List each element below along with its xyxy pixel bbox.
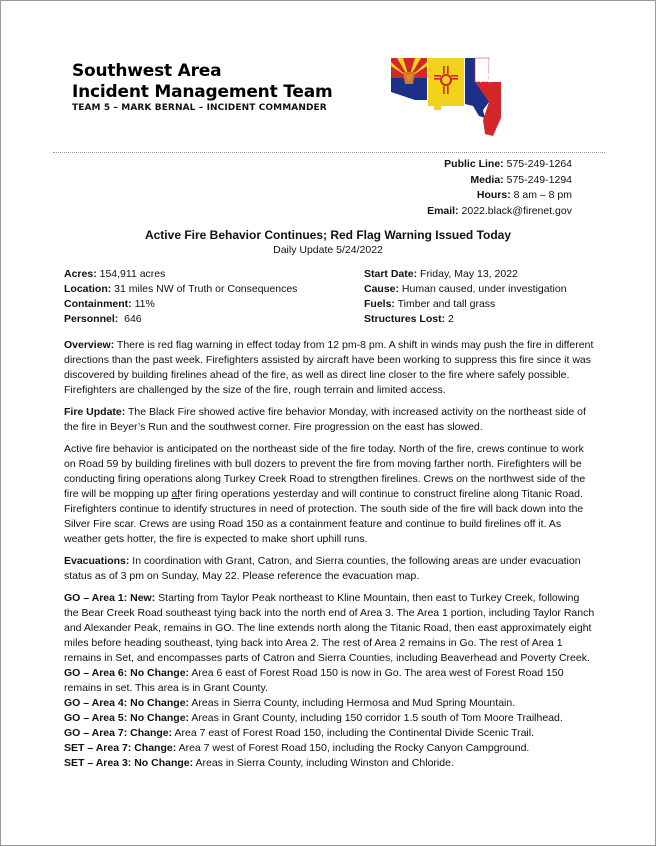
fact-containment — [64, 297, 297, 312]
paragraph-text: There is red flag warning in effect today from 12 pm-8 pm. A shift in winds may push the fire in different directions than the past week. Firefighters assisted by aircraft have been working to suppress this fire since it was discovered by building firelines ahead of the fire, as well as direct line closer to the fire where safely possible. Firefighters are challenged by the size of the fire, rough terrain and limited access. — [64, 339, 594, 396]
contact-email — [427, 204, 572, 220]
fact-personnel — [64, 312, 297, 327]
fact-label: Acres: — [64, 268, 97, 280]
org-name-line1: Southwest Area — [72, 61, 222, 81]
area-item — [64, 591, 596, 666]
underlined-text: af — [171, 488, 181, 500]
area-item — [64, 696, 596, 711]
fact-label: Cause: — [364, 283, 400, 295]
area-label: SET – Area 3: No Change: — [64, 757, 194, 769]
area-item — [64, 756, 596, 771]
evacuations-paragraph — [64, 554, 596, 584]
fire-update-paragraph — [64, 405, 596, 435]
fact-label: Start Date: — [364, 268, 418, 280]
contact-value: 8 am – 8 pm — [513, 189, 572, 201]
fact-label: Personnel: — [64, 313, 119, 325]
area-item — [64, 666, 596, 696]
fact-value: 31 miles NW of Truth or Consequences — [111, 283, 298, 295]
facts-right-column — [364, 267, 567, 327]
contact-hours — [427, 188, 572, 204]
area-item — [64, 726, 596, 741]
area-label: GO – Area 4: No Change: — [64, 697, 190, 709]
contact-label: Email: — [427, 204, 459, 217]
paragraph-text: In coordination with Grant, Catron, and Sierra counties, the following areas are under evacuation status as of 3 pm on Sunday, May 22. Please reference the evacuation map. — [64, 555, 581, 582]
fact-value: Human caused, under investigation — [399, 283, 567, 295]
overview-paragraph — [64, 338, 596, 398]
fact-value: Timber and tall grass — [394, 298, 496, 310]
area-label: GO – Area 5: No Change: — [64, 712, 190, 724]
evacuation-areas-list — [64, 591, 596, 771]
fact-value: 646 — [118, 313, 142, 325]
paragraph-label: Evacuations: — [64, 555, 130, 567]
paragraph-text: ter firing operations yesterday and will continue to construct fireline along Titanic Road. Firefighters continue to identify structures in need of protection. The south side of the fire will back down into the Silver Fire scar. Crews are using Road 150 as a containment feature and continue to build firelines off it. As weather gets hotter, the fire is expected to make short uphill runs. — [64, 488, 584, 545]
area-item — [64, 711, 596, 726]
paragraph-text: The Black Fire showed active fire behavior Monday, with increased activity on the northeast side of the fire in Beyer’s Run and the southwest corner. Fire progression on the east has slowed. — [64, 406, 586, 433]
paragraph-text: Active fire behavior is anticipated on the northeast side of the fire today. North of the fire, crews continue to work on Road 59 by building firelines with bull dozers to prevent the fire from moving farther north. Firefighters will be conducting firing operations along Turkey Creek Road to strengthen firelines. Crews on the northwest side of the fire will be mopping up — [64, 443, 586, 500]
area-text: Area 7 west of Forest Road 150, including the Rocky Canyon Campground. — [176, 742, 530, 754]
fact-label: Location: — [64, 283, 112, 295]
area-label: SET – Area 7: Change: — [64, 742, 177, 754]
fact-cause — [364, 282, 567, 297]
fact-label: Structures Lost: — [364, 313, 446, 325]
fact-start-date — [364, 267, 567, 282]
area-text: Areas in Grant County, including 150 corridor 1.5 south of Tom Moore Trailhead. — [189, 712, 563, 724]
facts-left-column — [64, 267, 297, 327]
fact-value: 11% — [131, 298, 155, 310]
header-divider — [53, 152, 605, 153]
fact-value: 2 — [445, 313, 454, 325]
org-header — [72, 61, 333, 113]
update-date-line: Daily Update 5/24/2022 — [273, 244, 383, 256]
fact-location — [64, 282, 297, 297]
fact-fuels — [364, 297, 567, 312]
area-text: Areas in Sierra County, including Winston and Chloride. — [193, 757, 454, 769]
southwest-states-flags-map-icon — [389, 56, 505, 136]
fact-label: Containment: — [64, 298, 132, 310]
fact-value: 154,911 acres — [96, 268, 166, 280]
contact-value: 2022.black@firenet.gov — [461, 204, 572, 217]
area-label: GO – Area 1: New: — [64, 592, 156, 604]
fact-value: Friday, May 13, 2022 — [417, 268, 518, 280]
area-text: Starting from Taylor Peak northeast to Kline Mountain, then east to Turkey Creek, following the Bear Creek Road southeast tying back into the north end of Area 3. The Area 1 portion, including Taylor Ranch and Alexander Peak, remains in GO. The line extends north along the Titanic Road, then east approximately eight miles before heading southeast, tying back into Area 2. The rest of Area 2 remains in Go. The rest of Area 1 remains in Set, and encompasses parts of Catron and Sierra Counties, including Beaverhead and Poverty Creek. — [64, 592, 595, 664]
team-line: TEAM 5 – MARK BERNAL – INCIDENT COMMANDER — [72, 103, 327, 113]
paragraph-label: Overview: — [64, 339, 115, 351]
paragraph-label: Fire Update: — [64, 406, 126, 418]
activity-paragraph — [64, 442, 596, 547]
update-headline: Active Fire Behavior Continues; Red Flag Warning Issued Today — [144, 228, 512, 242]
contact-label: Public Line: — [444, 158, 504, 170]
area-item — [64, 741, 596, 756]
area-label: GO – Area 6: No Change: — [64, 667, 190, 679]
fact-label: Fuels: — [364, 298, 395, 310]
org-name-line2: Incident Management Team — [72, 82, 333, 102]
contact-label: Media: — [470, 173, 504, 186]
area-label: GO – Area 7: Change: — [64, 727, 173, 739]
contact-media — [427, 173, 572, 189]
area-text: Area 6 east of Forest Road 150 is now in Go. The area west of Forest Road 150 remains in set. This area is in Grant County. — [64, 667, 564, 694]
contact-public-line — [427, 157, 572, 173]
contact-label: Hours: — [476, 189, 511, 201]
fact-acres — [64, 267, 297, 282]
update-body — [64, 338, 596, 771]
fact-structures-lost — [364, 312, 567, 327]
area-text: Area 7 east of Forest Road 150, including the Continental Divide Scenic Trail. — [172, 727, 535, 739]
contact-block — [427, 157, 572, 219]
contact-value: 575-249-1264 — [506, 158, 572, 170]
area-text: Areas in Sierra County, including Hermosa and Mud Spring Mountain. — [189, 697, 516, 709]
contact-value: 575-249-1294 — [506, 173, 572, 186]
